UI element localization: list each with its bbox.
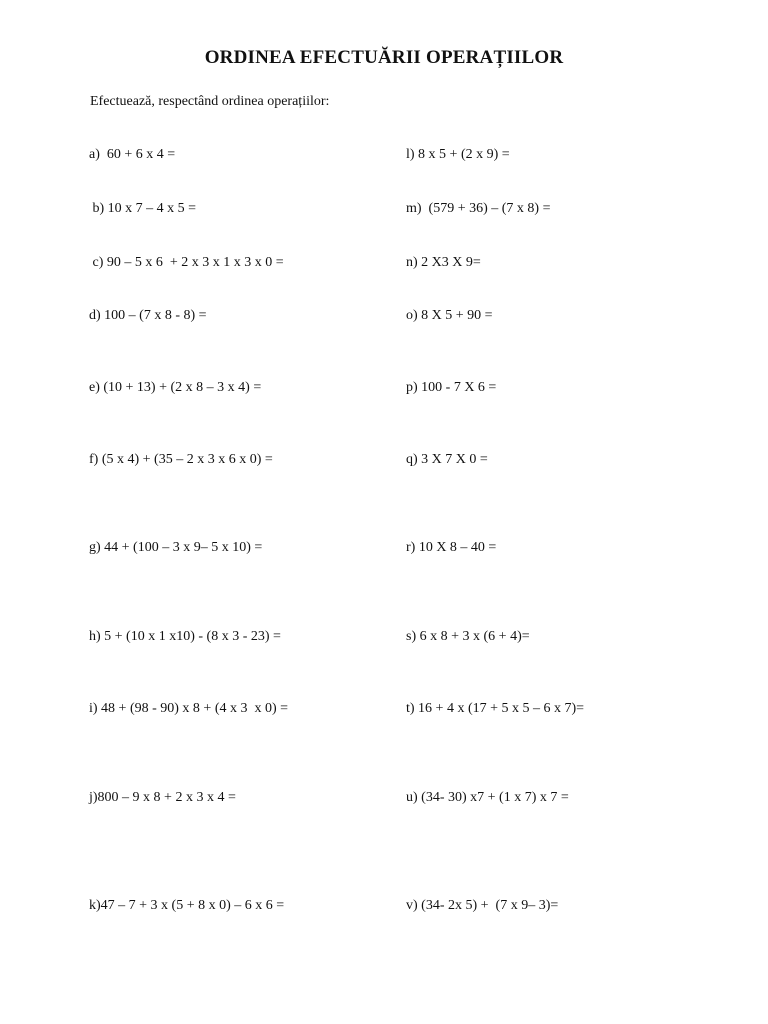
exercise-l: l) 8 x 5 + (2 x 9) = — [406, 147, 510, 162]
exercise-t: t) 16 + 4 x (17 + 5 x 5 – 6 x 7)= — [406, 701, 585, 716]
exercise-f: f) (5 x 4) + (35 – 2 x 3 x 6 x 0) = — [89, 452, 273, 467]
exercise-o: o) 8 X 5 + 90 = — [406, 308, 493, 323]
exercise-r: r) 10 X 8 – 40 = — [406, 540, 497, 555]
exercise-d: d) 100 – (7 x 8 - 8) = — [89, 308, 207, 323]
exercise-s: s) 6 x 8 + 3 x (6 + 4)= — [406, 629, 530, 644]
exercise-e: e) (10 + 13) + (2 x 8 – 3 x 4) = — [89, 380, 262, 395]
exercise-v: v) (34- 2x 5) + (7 x 9– 3)= — [406, 898, 559, 913]
exercise-i: i) 48 + (98 - 90) x 8 + (4 x 3 x 0) = — [89, 701, 289, 716]
exercise-n: n) 2 X3 X 9= — [406, 255, 481, 270]
exercise-m: m) (579 + 36) – (7 x 8) = — [406, 201, 551, 216]
exercise-b: b) 10 x 7 – 4 x 5 = — [89, 201, 197, 216]
exercise-p: p) 100 - 7 X 6 = — [406, 380, 497, 395]
exercise-g: g) 44 + (100 – 3 x 9– 5 x 10) = — [89, 540, 263, 555]
exercise-a: a) 60 + 6 x 4 = — [89, 147, 176, 162]
page-title: ORDINEA EFECTUĂRII OPERAȚIILOR — [204, 47, 564, 68]
exercise-u: u) (34- 30) x7 + (1 x 7) x 7 = — [406, 790, 569, 805]
exercise-q: q) 3 X 7 X 0 = — [406, 452, 488, 467]
exercise-k: k)47 – 7 + 3 x (5 + 8 x 0) – 6 x 6 = — [89, 898, 285, 913]
exercise-h: h) 5 + (10 x 1 x10) - (8 x 3 - 23) = — [89, 629, 281, 644]
instruction-text: Efectuează, respectând ordinea operațiilor: — [90, 94, 330, 109]
exercise-c: c) 90 – 5 x 6 + 2 x 3 x 1 x 3 x 0 = — [89, 255, 284, 270]
exercise-j: j)800 – 9 x 8 + 2 x 3 x 4 = — [89, 790, 236, 805]
